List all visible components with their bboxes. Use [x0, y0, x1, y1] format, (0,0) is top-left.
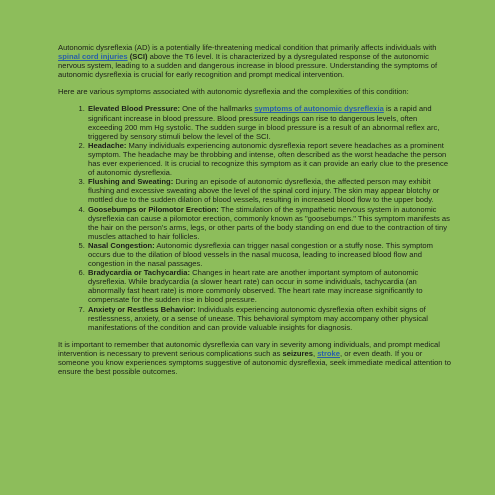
symptom-text: The stimulation of the sympathetic nervous system in autonomic dysreflexia can cause a pilomotor erection, commonly known as "goosebumps." This symptom manifests as the hair on the person's arms, legs, or other parts of the body standing on end due to the contraction of tiny muscles attached to hair follicles.: [88, 204, 450, 241]
seizures-term: seizures: [282, 348, 313, 358]
symptoms-of-autonomic-dysreflexia-link[interactable]: symptoms of autonomic dysreflexia: [254, 104, 384, 114]
symptom-title: Elevated Blood Pressure:: [88, 104, 181, 114]
stroke-link[interactable]: stroke: [317, 348, 340, 358]
closing-text-2: , or even death. If you or someone you know experiences symptoms suggestive of autonomic dysreflexia, seek immediate medical attention to ensure the best possible outcomes.: [58, 348, 451, 377]
symptom-title: Headache:: [88, 140, 127, 150]
closing-paragraph: [58, 340, 451, 376]
intro-paragraph: [58, 43, 451, 79]
list-item: [87, 205, 451, 241]
intro-text-1: Autonomic dysreflexia (AD) is a potentially life-threatening medical condition that primarily affects individuals with: [58, 43, 437, 52]
symptom-text: Autonomic dysreflexia can trigger nasal congestion or a stuffy nose. This symptom occurs due to the dilation of blood vessels in the nasal mucosa, leading to increased blood flow and congestion in the nasal passages.: [88, 240, 433, 269]
closing-text-1: It is important to remember that autonomic dysreflexia can vary in severity among individuals, and prompt medical intervention is necessary to prevent serious complications such as: [58, 339, 440, 358]
list-item: [87, 305, 451, 332]
list-intro: Here are various symptoms associated with autonomic dysreflexia and the complexities of this condition:: [58, 87, 409, 97]
symptom-text: During an episode of autonomic dysreflexia, the affected person may exhibit flushing and excessive sweating above the level of the spinal cord injury. The skin may appear blotchy or mottled due to the sudden dilation of blood vessels, resulting in increased blood flow to the upper body.: [88, 177, 440, 205]
list-item: [87, 177, 451, 204]
list-item: [87, 141, 451, 177]
spinal-cord-injuries-link[interactable]: spinal cord injuries: [58, 52, 128, 62]
symptom-title: Flushing and Sweating:: [88, 177, 174, 187]
sci-abbreviation: (SCI): [129, 52, 148, 62]
list-item: [87, 104, 451, 140]
symptom-text: Changes in heart rate are another important symptom of autonomic dysreflexia. While bradycardia (a slower heart rate) can occur in some individuals, tachycardia (an abnormally fast heart rate) is more commonly observed. The heart rate may increase significantly to compensate for the sudden rise in blood pressure.: [88, 268, 423, 305]
symptom-title: Anxiety or Restless Behavior:: [88, 304, 196, 314]
symptom-text: Many individuals experiencing autonomic dysreflexia report severe headaches as a prominent symptom. The headache may be throbbing and intense, often described as the worst headache the person has ever experienced. It is crucial to recognize this symptom as it can provide an early clue to the presence of autonomic dysreflexia.: [88, 140, 449, 178]
symptom-text: One of the hallmarks: [180, 104, 255, 114]
closing-separator: ,: [312, 348, 318, 358]
list-item: [87, 268, 451, 304]
symptom-title: Goosebumps or Pilomotor Erection:: [88, 204, 219, 214]
symptoms-list: [58, 104, 451, 331]
symptom-title: Nasal Congestion:: [88, 240, 155, 250]
symptom-text: Individuals experiencing autonomic dysreflexia often exhibit signs of restlessness, anxiety, or a sense of unease. This behavioral symptom may accompany other physical manifestations of the condition and can provide valuable insights for diagnosis.: [88, 304, 428, 332]
intro-text-2: above the T6 level. It is characterized by a dysregulated response of the autonomic nervous system, leading to a sudden and dangerous increase in blood pressure. Understanding the symptoms of autonomic dysreflexia is crucial for early recognition and prompt medical intervention.: [58, 52, 438, 80]
list-item: [87, 241, 451, 268]
symptom-text: is a rapid and significant increase in blood pressure. Blood pressure readings can rise to dangerous levels, often exceeding 200 mm Hg systolic. The sudden surge in blood pressure is a result of an abnormal reflex arc, triggered by sensory stimuli below the level of the SCI.: [88, 104, 440, 141]
symptom-title: Bradycardia or Tachycardia:: [88, 268, 190, 278]
